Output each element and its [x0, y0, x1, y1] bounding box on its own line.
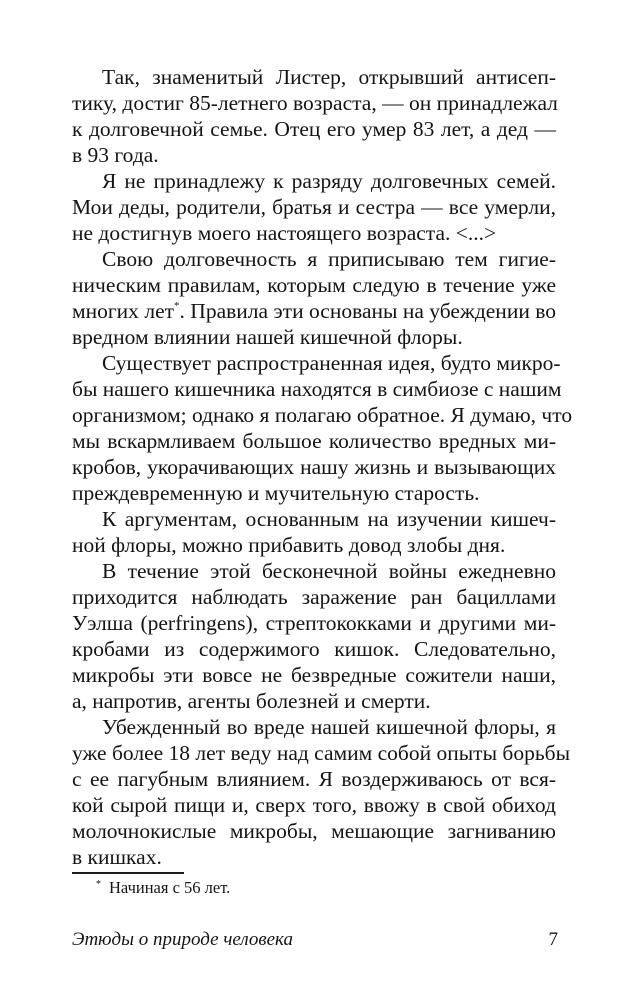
- text-line: Мои деды, родители, братья и сестра — все умерли,: [72, 195, 556, 219]
- text-line: в кишках.: [72, 845, 162, 869]
- footnote-marker: *: [174, 300, 180, 312]
- text-line: Свою долговечность я приписываю тем гигие-: [102, 247, 556, 271]
- text-line: ной флоры, можно прибавить довод злобы дня.: [72, 533, 506, 557]
- running-title: Этюды о природе человека: [72, 929, 293, 950]
- paragraph: [72, 350, 573, 506]
- text-line: не достигнув моего настоящего возраста. <...>: [72, 221, 497, 245]
- text-line: в 93 года.: [72, 143, 159, 167]
- footnote-divider: [72, 872, 184, 874]
- text-line: а, напротив, агенты болезней и смерти.: [72, 689, 431, 713]
- body-text: [72, 64, 573, 870]
- text-line: ническим правилам, которым следую в течение уже: [72, 273, 556, 297]
- text-line: кробов, укорачивающих нашу жизнь и вызывающих: [72, 455, 556, 479]
- page-number: 7: [548, 929, 558, 950]
- text-line: уже более 18 лет веду над самим собой опыты борьбы: [72, 741, 571, 765]
- text-line: кробами из содержимого кишок. Следовательно,: [72, 637, 556, 661]
- text-line: бы нашего кишечника находятся в симбиозе с нашим: [72, 377, 562, 401]
- paragraph: [72, 64, 556, 168]
- text-line: К аргументам, основанным на изучении кишеч-: [102, 507, 556, 531]
- text-line: Убежденный во вреде нашей кишечной флоры, я: [102, 715, 556, 739]
- footnote-text: Начиная с 56 лет.: [109, 878, 231, 897]
- text-line: с ее пагубным влиянием. Я воздерживаюсь от вся-: [72, 767, 556, 791]
- footnote-marker: *: [96, 879, 101, 890]
- footnote: [96, 877, 230, 899]
- text-line: организмом; однако я полагаю обратное. Я думаю, что: [72, 403, 573, 427]
- paragraph: [72, 506, 556, 558]
- text-line: кой сырой пищи и, сверх того, ввожу в свой обиход: [72, 793, 556, 817]
- text-fragment: . Правила эти основаны на убеждении во: [179, 299, 556, 323]
- text-line: В течение этой бесконечной войны ежедневно: [102, 559, 556, 583]
- paragraph: [72, 246, 556, 350]
- text-line: преждевременную и мучительную старость.: [72, 481, 480, 505]
- text-line: микробы эти вовсе не безвредные сожители наши,: [72, 663, 556, 687]
- text-line-with-footnote: [72, 298, 556, 324]
- text-line: приходится наблюдать заражение ран бациллами: [72, 585, 556, 609]
- text-fragment: многих лет: [72, 299, 175, 323]
- text-line: Существует распространенная идея, будто микро-: [102, 351, 561, 375]
- paragraph: [72, 714, 571, 870]
- text-line: Уэлша (perfringens), стрептококками и другими ми-: [72, 611, 556, 635]
- paragraph: [72, 558, 556, 714]
- text-line: мы вскармливаем большое количество вредных ми-: [72, 429, 556, 453]
- text-line: тику, достиг 85-летнего возраста, — он принадлежал: [72, 91, 558, 115]
- text-line: вредном влиянии нашей кишечной флоры.: [72, 325, 463, 349]
- text-line: Так, знаменитый Листер, открывший антисеп-: [102, 65, 556, 89]
- text-line: к долговечной семье. Отец его умер 83 лет, а дед —: [72, 117, 556, 141]
- text-line: молочнокислые микробы, мешающие загниванию: [72, 819, 556, 843]
- paragraph: [72, 168, 556, 246]
- text-line: Я не принадлежу к разряду долговечных семей.: [102, 169, 556, 193]
